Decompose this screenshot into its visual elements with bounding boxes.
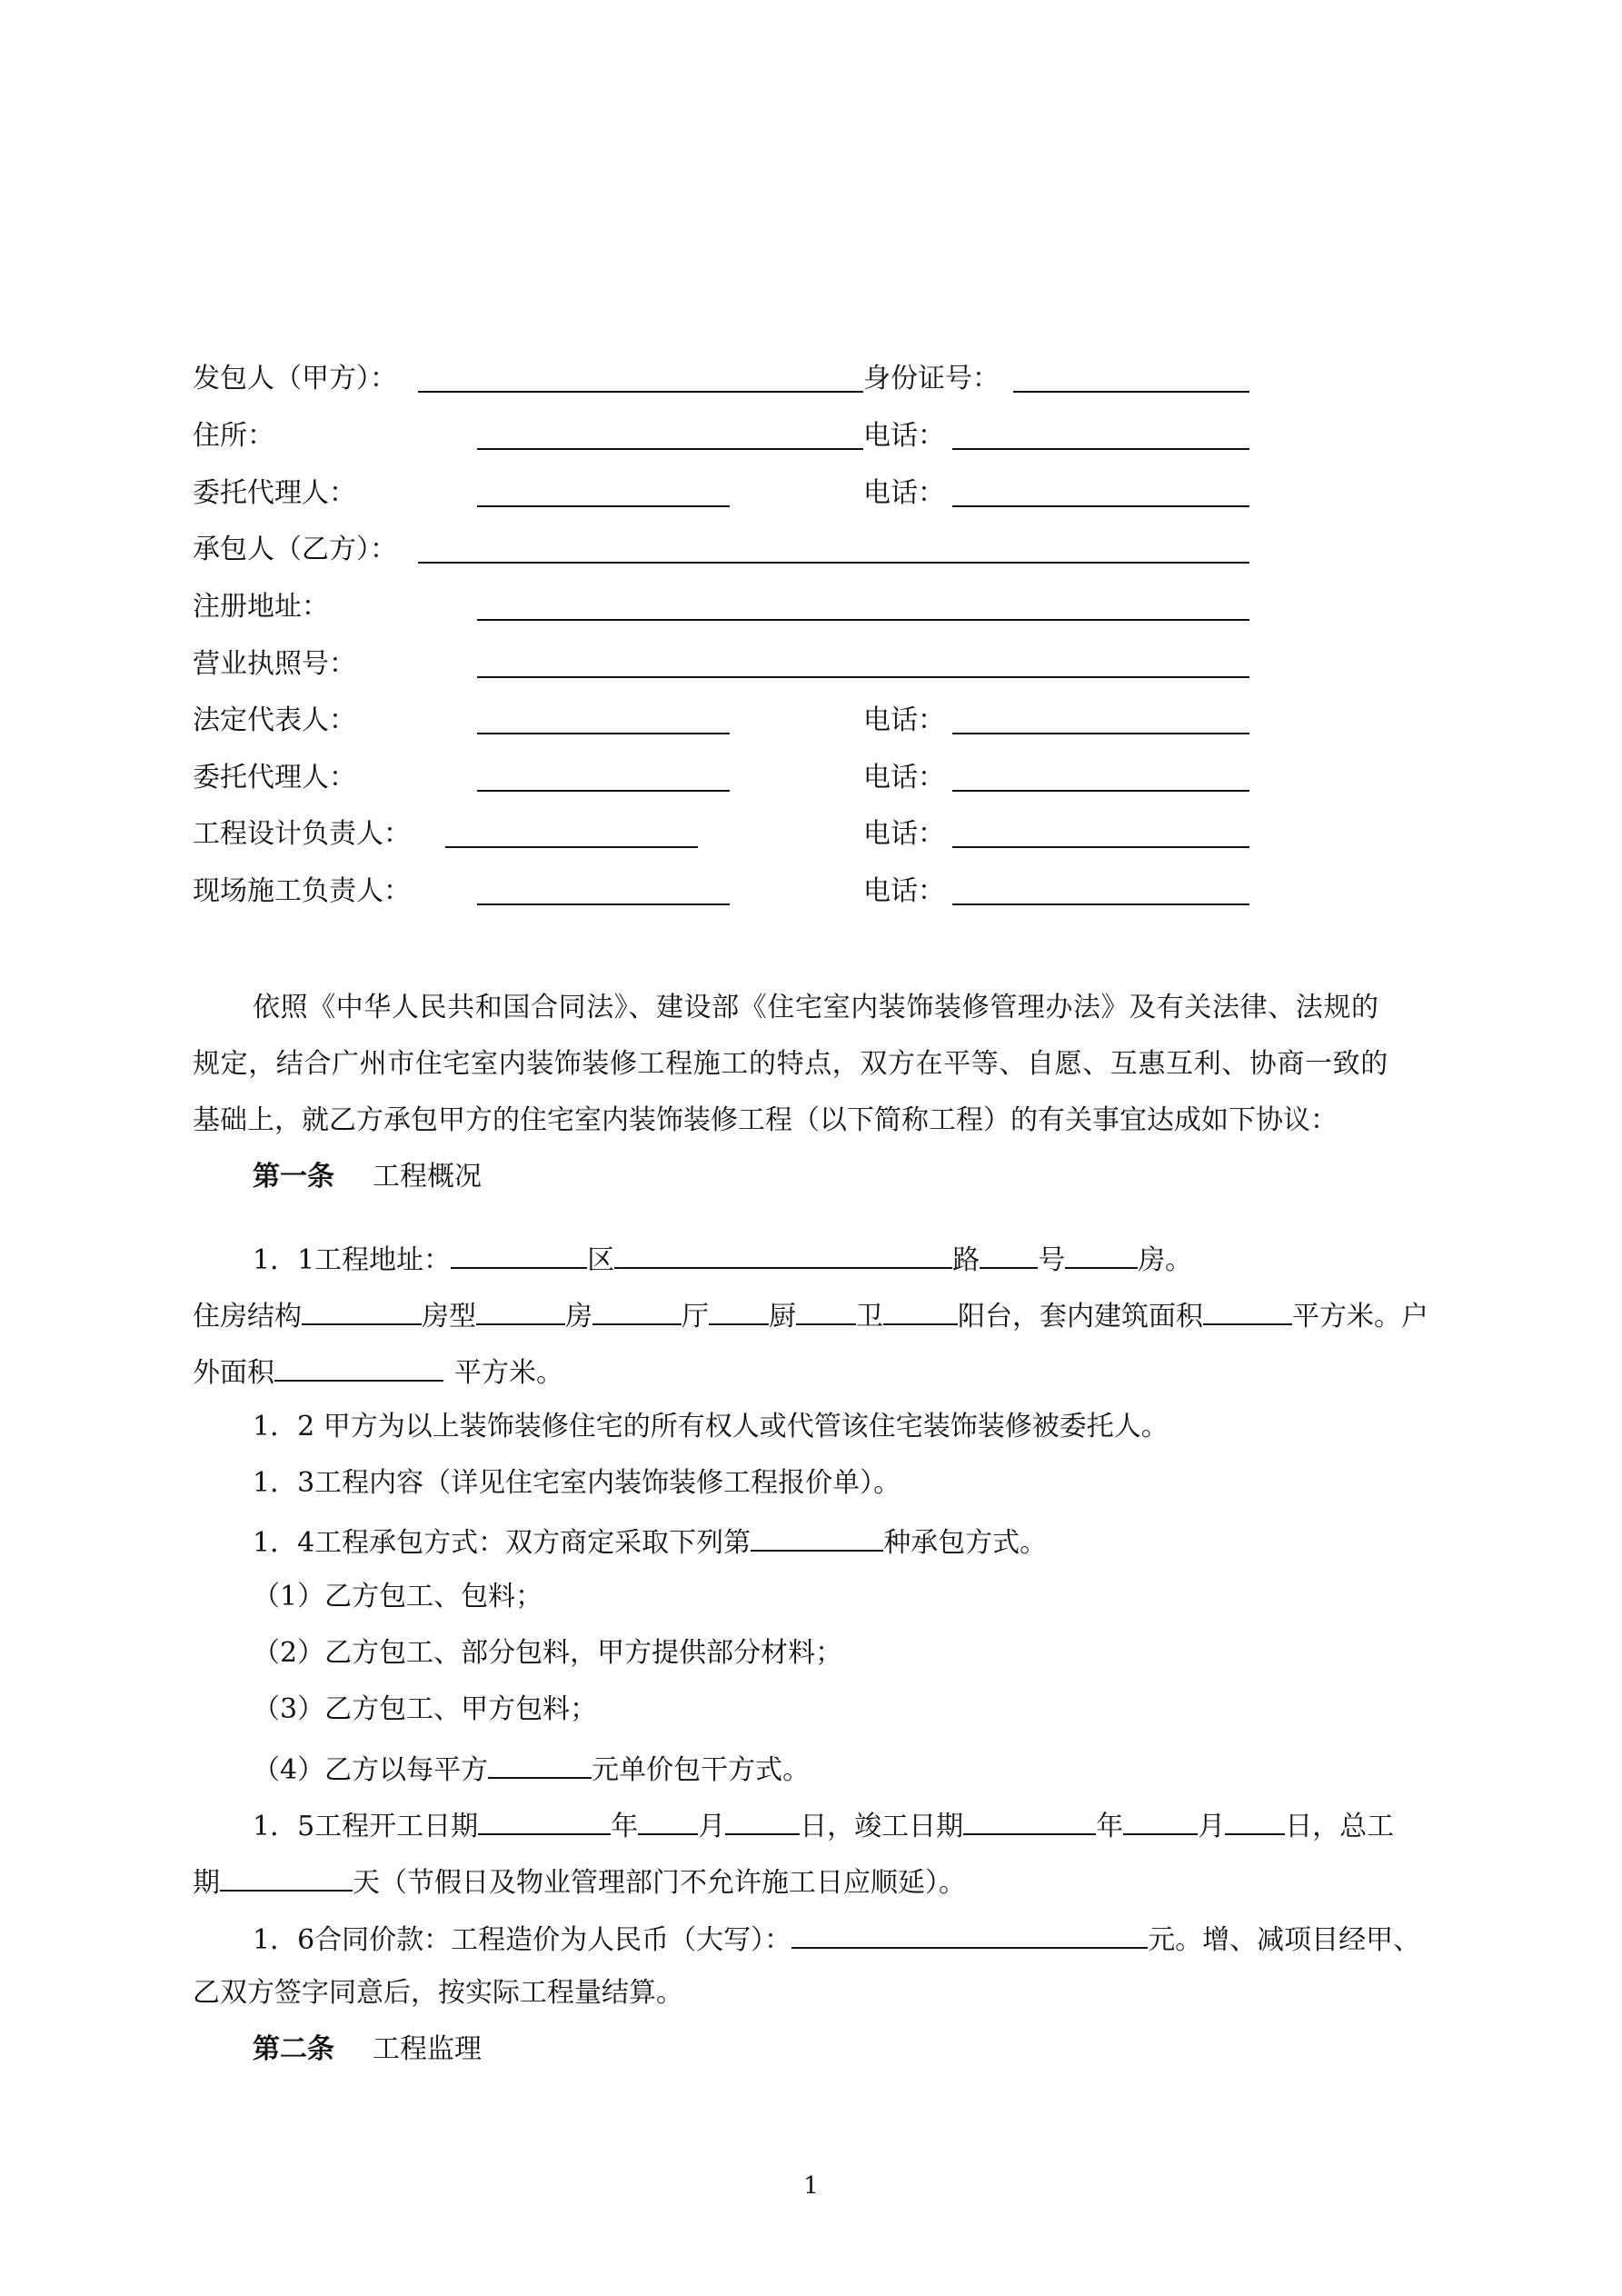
article-2-title: 工程监理 [373,2033,482,2065]
phone-5-blank[interactable] [952,846,1249,848]
s11-lu: 路 [952,1244,980,1276]
label-employer: 发包人（甲方）： [193,363,397,394]
indoor-area-blank[interactable] [1203,1300,1292,1325]
rooms-blank[interactable] [476,1300,565,1325]
s16-line-1 [253,1923,1420,1954]
end-month-blank[interactable] [1123,1810,1198,1835]
s11-balcony-area: 阳台，套内建筑面积 [958,1301,1203,1333]
s16-line-2: 乙双方签字同意后，按实际工程量结算。 [193,1977,683,2009]
structure-blank[interactable] [302,1300,422,1325]
label-registered-address: 注册地址： [193,591,329,623]
s11-hall: 厅 [682,1301,709,1333]
s11-kitchen: 厨 [769,1301,796,1333]
s14-b: 种承包方式。 [883,1527,1048,1559]
s11-hao: 号 [1038,1244,1066,1276]
preamble-line-2: 规定，结合广州市住宅室内装饰装修工程施工的特点，双方在平等、自愿、互惠互利、协商一致的 [193,1048,1388,1080]
label-phone-1: 电话： [863,420,945,452]
road-blank[interactable] [614,1243,952,1269]
s14 [253,1526,1047,1557]
option-1: （1）乙方包工、包料； [253,1581,543,1612]
s11-line-1 [253,1243,1192,1274]
label-residence: 住所： [193,420,274,452]
s16-b: 元。增、减项目经甲、 [1148,1924,1421,1956]
baths-blank[interactable] [796,1300,856,1325]
article-1-heading: 第一条 [253,1161,334,1193]
page-number: 1 [803,2172,819,2200]
label-phone-3: 电话： [863,704,945,736]
s15-a: 1．5工程开工日期 [253,1811,479,1842]
phone-4-blank[interactable] [952,790,1249,792]
label-design-lead: 工程设计负责人： [193,818,411,850]
end-day-blank[interactable] [1225,1810,1285,1835]
residence-blank[interactable] [477,448,863,450]
label-agent-2: 委托代理人： [193,762,356,794]
kitchens-blank[interactable] [709,1300,769,1325]
design-lead-blank[interactable] [445,846,698,848]
s11-room: 房 [565,1301,592,1333]
s15-f: 月 [1198,1811,1226,1842]
outdoor-area-blank[interactable] [274,1356,443,1382]
opt4-b: 元单价包干方式。 [592,1754,811,1786]
halls-blank[interactable] [592,1300,682,1325]
s15-l2-a: 期 [193,1867,220,1899]
agent-2-blank[interactable] [477,790,730,792]
opt4-a: （4）乙方以每平方 [253,1754,489,1786]
site-lead-blank[interactable] [477,903,730,905]
start-year-blank[interactable] [478,1810,611,1835]
s16-a: 1．6合同价款：工程造价为人民币（大写）： [253,1924,792,1956]
contractor-blank[interactable] [418,562,1249,564]
s11-structure: 住房结构 [193,1301,302,1333]
agent-1-blank[interactable] [477,505,730,507]
label-phone-6: 电话： [863,875,945,907]
legal-representative-blank[interactable] [477,733,730,734]
s11-line-3 [193,1356,563,1387]
article-2-heading: 第二条 [253,2033,334,2065]
label-phone-5: 电话： [863,818,945,850]
s15-l2-b: 天（节假日及物业管理部门不允许施工日应顺延）。 [353,1867,966,1899]
label-site-lead: 现场施工负责人： [193,875,411,907]
option-2: （2）乙方包工、部分包料，甲方提供部分材料； [253,1637,843,1669]
s11-line-2 [193,1300,1428,1331]
s11-fang: 房。 [1138,1244,1193,1276]
label-contractor: 承包人（乙方）： [193,534,397,565]
s12: 1．2 甲方为以上装饰装修住宅的所有权人或代管该住宅装饰装修被委托人。 [253,1411,1169,1442]
end-year-blank[interactable] [963,1810,1096,1835]
business-license-blank[interactable] [477,676,1249,678]
phone-1-blank[interactable] [952,448,1249,450]
start-day-blank[interactable] [725,1810,800,1835]
s15-line-2 [193,1866,966,1897]
s11-prefix: 1．1工程地址： [253,1244,452,1276]
contract-price-blank[interactable] [791,1923,1148,1949]
id-number-blank[interactable] [1013,391,1249,393]
room-blank[interactable] [1065,1243,1138,1269]
label-business-license: 营业执照号： [193,648,356,680]
balconies-blank[interactable] [883,1300,958,1325]
article-1-title: 工程概况 [373,1161,482,1193]
label-legal-representative: 法定代表人： [193,704,356,736]
s11-sqm: 平方米。户 [1292,1301,1428,1333]
s15-d: 日，竣工日期 [800,1811,964,1842]
employer-blank[interactable] [418,391,863,393]
preamble-line-1: 依照《中华人民共和国合同法》、建设部《住宅室内装饰装修管理办法》及有关法律、法规的 [253,992,1379,1023]
s15-g: 日，总工 [1285,1811,1395,1842]
start-month-blank[interactable] [638,1810,698,1835]
s13: 1．3工程内容（详见住宅室内装饰装修工程报价单）。 [253,1467,901,1499]
duration-days-blank[interactable] [220,1866,353,1892]
s11-outdoor-sqm: 平方米。 [454,1357,563,1389]
label-agent-1: 委托代理人： [193,477,356,509]
s11-bath: 卫 [856,1301,883,1333]
number-blank[interactable] [980,1243,1038,1269]
s14-a: 1．4工程承包方式：双方商定采取下列第 [253,1527,751,1559]
option-3: （3）乙方包工、甲方包料； [253,1693,598,1725]
s11-qu: 区 [587,1244,615,1276]
s15-line-1 [253,1810,1394,1841]
s15-b: 年 [611,1811,639,1842]
s11-type: 房型 [422,1301,476,1333]
s15-c: 月 [698,1811,726,1842]
label-phone-4: 电话： [863,762,945,794]
s15-e: 年 [1096,1811,1124,1842]
district-blank[interactable] [451,1243,587,1269]
registered-address-blank[interactable] [477,619,1249,621]
option-4 [253,1753,810,1784]
phone-3-blank[interactable] [952,733,1249,734]
phone-6-blank[interactable] [952,903,1249,905]
unit-price-blank[interactable] [488,1753,592,1779]
contract-type-blank[interactable] [751,1526,883,1552]
s11-outdoor: 外面积 [193,1357,274,1389]
phone-2-blank[interactable] [952,505,1249,507]
label-phone-2: 电话： [863,477,945,509]
preamble-line-3: 基础上，就乙方承包甲方的住宅室内装饰装修工程（以下简称工程）的有关事宜达成如下协议： [193,1104,1338,1136]
label-id-number: 身份证号： [863,363,1000,394]
